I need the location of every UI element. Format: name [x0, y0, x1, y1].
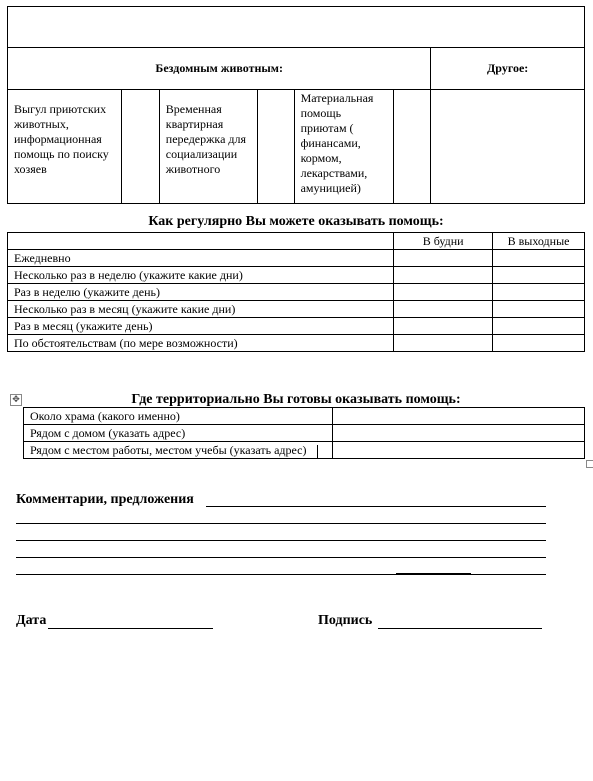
walk-shelter-animals-cell: Выгул приютских животных, информационная помощь по поиску хозяев	[8, 90, 122, 204]
comments-line[interactable]	[16, 540, 546, 541]
homeless-animals-header: Бездомным животным:	[8, 48, 431, 90]
temporary-foster-cell: Временная квартирная передержка для социализации животного	[159, 90, 257, 204]
frequency-row-label: Ежедневно	[8, 250, 394, 267]
blank-header-cell[interactable]	[8, 7, 585, 48]
location-title: Где территориально Вы готовы оказывать помощь:	[131, 392, 461, 407]
walk-shelter-animals-mark[interactable]	[121, 90, 159, 204]
location-input-cell[interactable]	[333, 425, 585, 442]
comments-line[interactable]	[16, 574, 546, 575]
weekends-input-cell[interactable]	[493, 318, 585, 335]
material-help-mark[interactable]	[393, 90, 431, 204]
date-label: Дата	[16, 613, 47, 628]
other-input-cell[interactable]	[431, 90, 585, 204]
weekdays-input-cell[interactable]	[394, 250, 493, 267]
weekdays-input-cell[interactable]	[394, 284, 493, 301]
text-cursor	[317, 445, 318, 459]
weekdays-input-cell[interactable]	[394, 301, 493, 318]
frequency-title: Как регулярно Вы можете оказывать помощь:	[148, 214, 444, 229]
frequency-header-blank	[8, 233, 394, 250]
temporary-foster-mark[interactable]	[257, 90, 294, 204]
comments-label: Комментарии, предложения	[16, 492, 194, 507]
weekdays-input-cell[interactable]	[394, 267, 493, 284]
date-line[interactable]	[48, 628, 213, 629]
table-resize-handle-icon[interactable]	[586, 460, 593, 468]
location-input-cell[interactable]	[333, 442, 585, 459]
weekends-input-cell[interactable]	[493, 335, 585, 352]
frequency-table	[7, 232, 585, 352]
weekdays-input-cell[interactable]	[394, 335, 493, 352]
weekdays-column-header: В будни	[394, 233, 493, 250]
frequency-row-label: Несколько раз в месяц (укажите какие дни)	[8, 301, 394, 318]
location-row-label: Рядом с домом (указать адрес)	[24, 425, 333, 442]
comments-line[interactable]	[16, 557, 546, 558]
weekends-column-header: В выходные	[493, 233, 585, 250]
signature-line[interactable]	[378, 628, 542, 629]
comments-line[interactable]	[16, 523, 546, 524]
weekends-input-cell[interactable]	[493, 301, 585, 318]
material-help-cell: Материальная помощь приютам ( финансами, кормом, лекарствами, амуницией)	[294, 90, 393, 204]
frequency-row-label: Раз в неделю (укажите день)	[8, 284, 394, 301]
location-row-label: Рядом с местом работы, местом учебы (указать адрес)	[24, 442, 333, 459]
comments-line[interactable]	[206, 506, 546, 507]
comments-line-short	[396, 573, 471, 574]
location-row-label: Около храма (какого именно)	[24, 408, 333, 425]
weekends-input-cell[interactable]	[493, 250, 585, 267]
signature-label: Подпись	[318, 613, 373, 628]
weekends-input-cell[interactable]	[493, 284, 585, 301]
frequency-row-label: По обстоятельствам (по мере возможности)	[8, 335, 394, 352]
location-input-cell[interactable]	[333, 408, 585, 425]
table-move-handle-icon[interactable]: ✥	[10, 394, 22, 406]
frequency-row-label: Раз в месяц (укажите день)	[8, 318, 394, 335]
other-header: Другое:	[431, 48, 585, 90]
weekends-input-cell[interactable]	[493, 267, 585, 284]
weekdays-input-cell[interactable]	[394, 318, 493, 335]
frequency-row-label: Несколько раз в неделю (укажите какие дни)	[8, 267, 394, 284]
help-type-table	[7, 6, 585, 204]
location-table	[23, 407, 585, 459]
